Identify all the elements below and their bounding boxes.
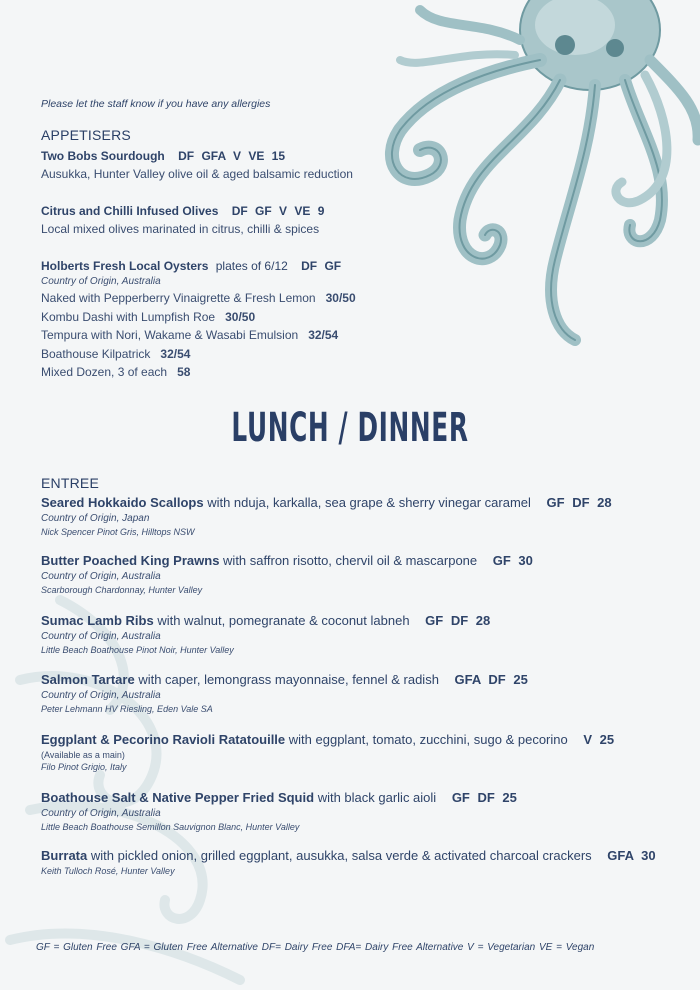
item-name: Eggplant & Pecorino Ravioli Ratatouille (41, 732, 286, 747)
oyster-option-label: Mixed Dozen, 3 of each (41, 365, 168, 379)
item-wine: Filo Pinot Grigio, Italy (41, 762, 127, 772)
item-tags: GF DF 28 (546, 495, 612, 510)
item-name: Salmon Tartare (41, 672, 135, 687)
entree-item (41, 846, 681, 878)
entree-item (41, 551, 681, 597)
oyster-option-price: 32/54 (160, 346, 191, 361)
oyster-option (41, 363, 681, 382)
item-name: Seared Hokkaido Scallops (41, 495, 204, 510)
item-description: Ausukka, Hunter Valley olive oil & aged balsamic reduction (41, 167, 353, 181)
item-name: Butter Poached King Prawns (41, 553, 220, 568)
oyster-option (41, 308, 681, 327)
item-tags: GFA 30 (607, 848, 656, 863)
entree-item (41, 493, 681, 539)
item-origin: Country of Origin, Australia (41, 571, 161, 582)
entree-item (41, 611, 681, 657)
item-name: Two Bobs Sourdough (41, 149, 165, 163)
item-wine: Scarborough Chardonnay, Hunter Valley (41, 585, 203, 595)
item-tags: DF GF V VE 9 (231, 204, 325, 218)
oyster-option-label: Tempura with Nori, Wakame & Wasabi Emulsion (41, 328, 299, 342)
oyster-option-price: 30/50 (225, 309, 256, 324)
item-tags: DF GF (301, 259, 342, 273)
oyster-option (41, 326, 681, 345)
appetiser-item (41, 147, 681, 183)
item-tags: DF GFA V VE 15 (178, 149, 286, 163)
oyster-option-label: Kombu Dashi with Lumpfish Roe (41, 309, 216, 324)
item-name: Burrata (41, 848, 88, 863)
item-name: Boathouse Salt & Native Pepper Fried Squid (41, 790, 315, 805)
item-tags: GF DF 28 (425, 613, 491, 628)
item-description: Local mixed olives marinated in citrus, chilli & spices (41, 222, 320, 236)
item-wine: Little Beach Boathouse Pinot Noir, Hunter Valley (41, 645, 234, 655)
entree-item (41, 730, 681, 774)
oyster-option-price: 32/54 (308, 328, 339, 342)
item-description: with eggplant, tomato, zucchini, sugo & pecorino (288, 732, 568, 747)
item-description: with caper, lemongrass mayonnaise, fennel & radish (138, 672, 439, 687)
item-availability: (Available as a main) (41, 750, 125, 760)
item-tags: GF 30 (492, 553, 533, 568)
item-wine: Keith Tulloch Rosé, Hunter Valley (41, 866, 175, 876)
item-origin: Country of Origin, Australia (41, 631, 161, 642)
item-wine: Little Beach Boathouse Semillon Sauvignon Blanc, Hunter Valley (41, 822, 300, 832)
oyster-option-price: 30/50 (325, 291, 356, 305)
item-wine: Peter Lehmann HV Riesling, Eden Vale SA (41, 704, 213, 714)
oyster-option-label: Boathouse Kilpatrick (41, 346, 151, 361)
lunch-dinner-title: LUNCH / DINNER (231, 405, 469, 451)
item-origin: Country of Origin, Japan (41, 513, 150, 524)
item-description: with nduja, karkalla, sea grape & sherry vinegar caramel (207, 495, 531, 510)
entree-heading: ENTREE (41, 475, 99, 491)
item-name: Holberts Fresh Local Oysters (41, 259, 209, 273)
item-description: with pickled onion, grilled eggplant, ausukka, salsa verde & activated charcoal crackers (90, 848, 592, 863)
item-description: with walnut, pomegranate & coconut labneh (157, 613, 410, 628)
oyster-option-label: Naked with Pepperberry Vinaigrette & Fresh Lemon (41, 291, 316, 305)
entree-item (41, 670, 681, 716)
appetisers-heading: APPETISERS (41, 127, 131, 143)
item-origin: Country of Origin, Australia (41, 276, 161, 287)
appetiser-item (41, 202, 681, 238)
item-tags: GFA DF 25 (454, 672, 528, 687)
oyster-option (41, 289, 681, 308)
entree-item (41, 788, 681, 834)
item-tags: GF DF 25 (451, 790, 517, 805)
item-description: with black garlic aioli (317, 790, 437, 805)
dietary-legend: GF = Gluten Free GFA = Gluten Free Alternative DF= Dairy Free DFA= Dairy Free Alternative V = Vegetarian VE = Vegan (36, 942, 595, 953)
item-wine: Nick Spencer Pinot Gris, Hilltops NSW (41, 527, 195, 537)
item-tags: V 25 (583, 732, 615, 747)
oysters-item (41, 257, 681, 382)
oyster-option-price: 58 (177, 365, 191, 379)
oyster-option (41, 345, 681, 364)
allergy-note: Please let the staff know if you have any allergies (41, 98, 271, 110)
oysters-plates: plates of 6/12 (215, 259, 288, 273)
item-description: with saffron risotto, chervil oil & mascarpone (223, 553, 478, 568)
item-origin: Country of Origin, Australia (41, 690, 161, 701)
item-origin: Country of Origin, Australia (41, 808, 161, 819)
item-name: Citrus and Chilli Infused Olives (41, 204, 219, 218)
item-name: Sumac Lamb Ribs (41, 613, 154, 628)
